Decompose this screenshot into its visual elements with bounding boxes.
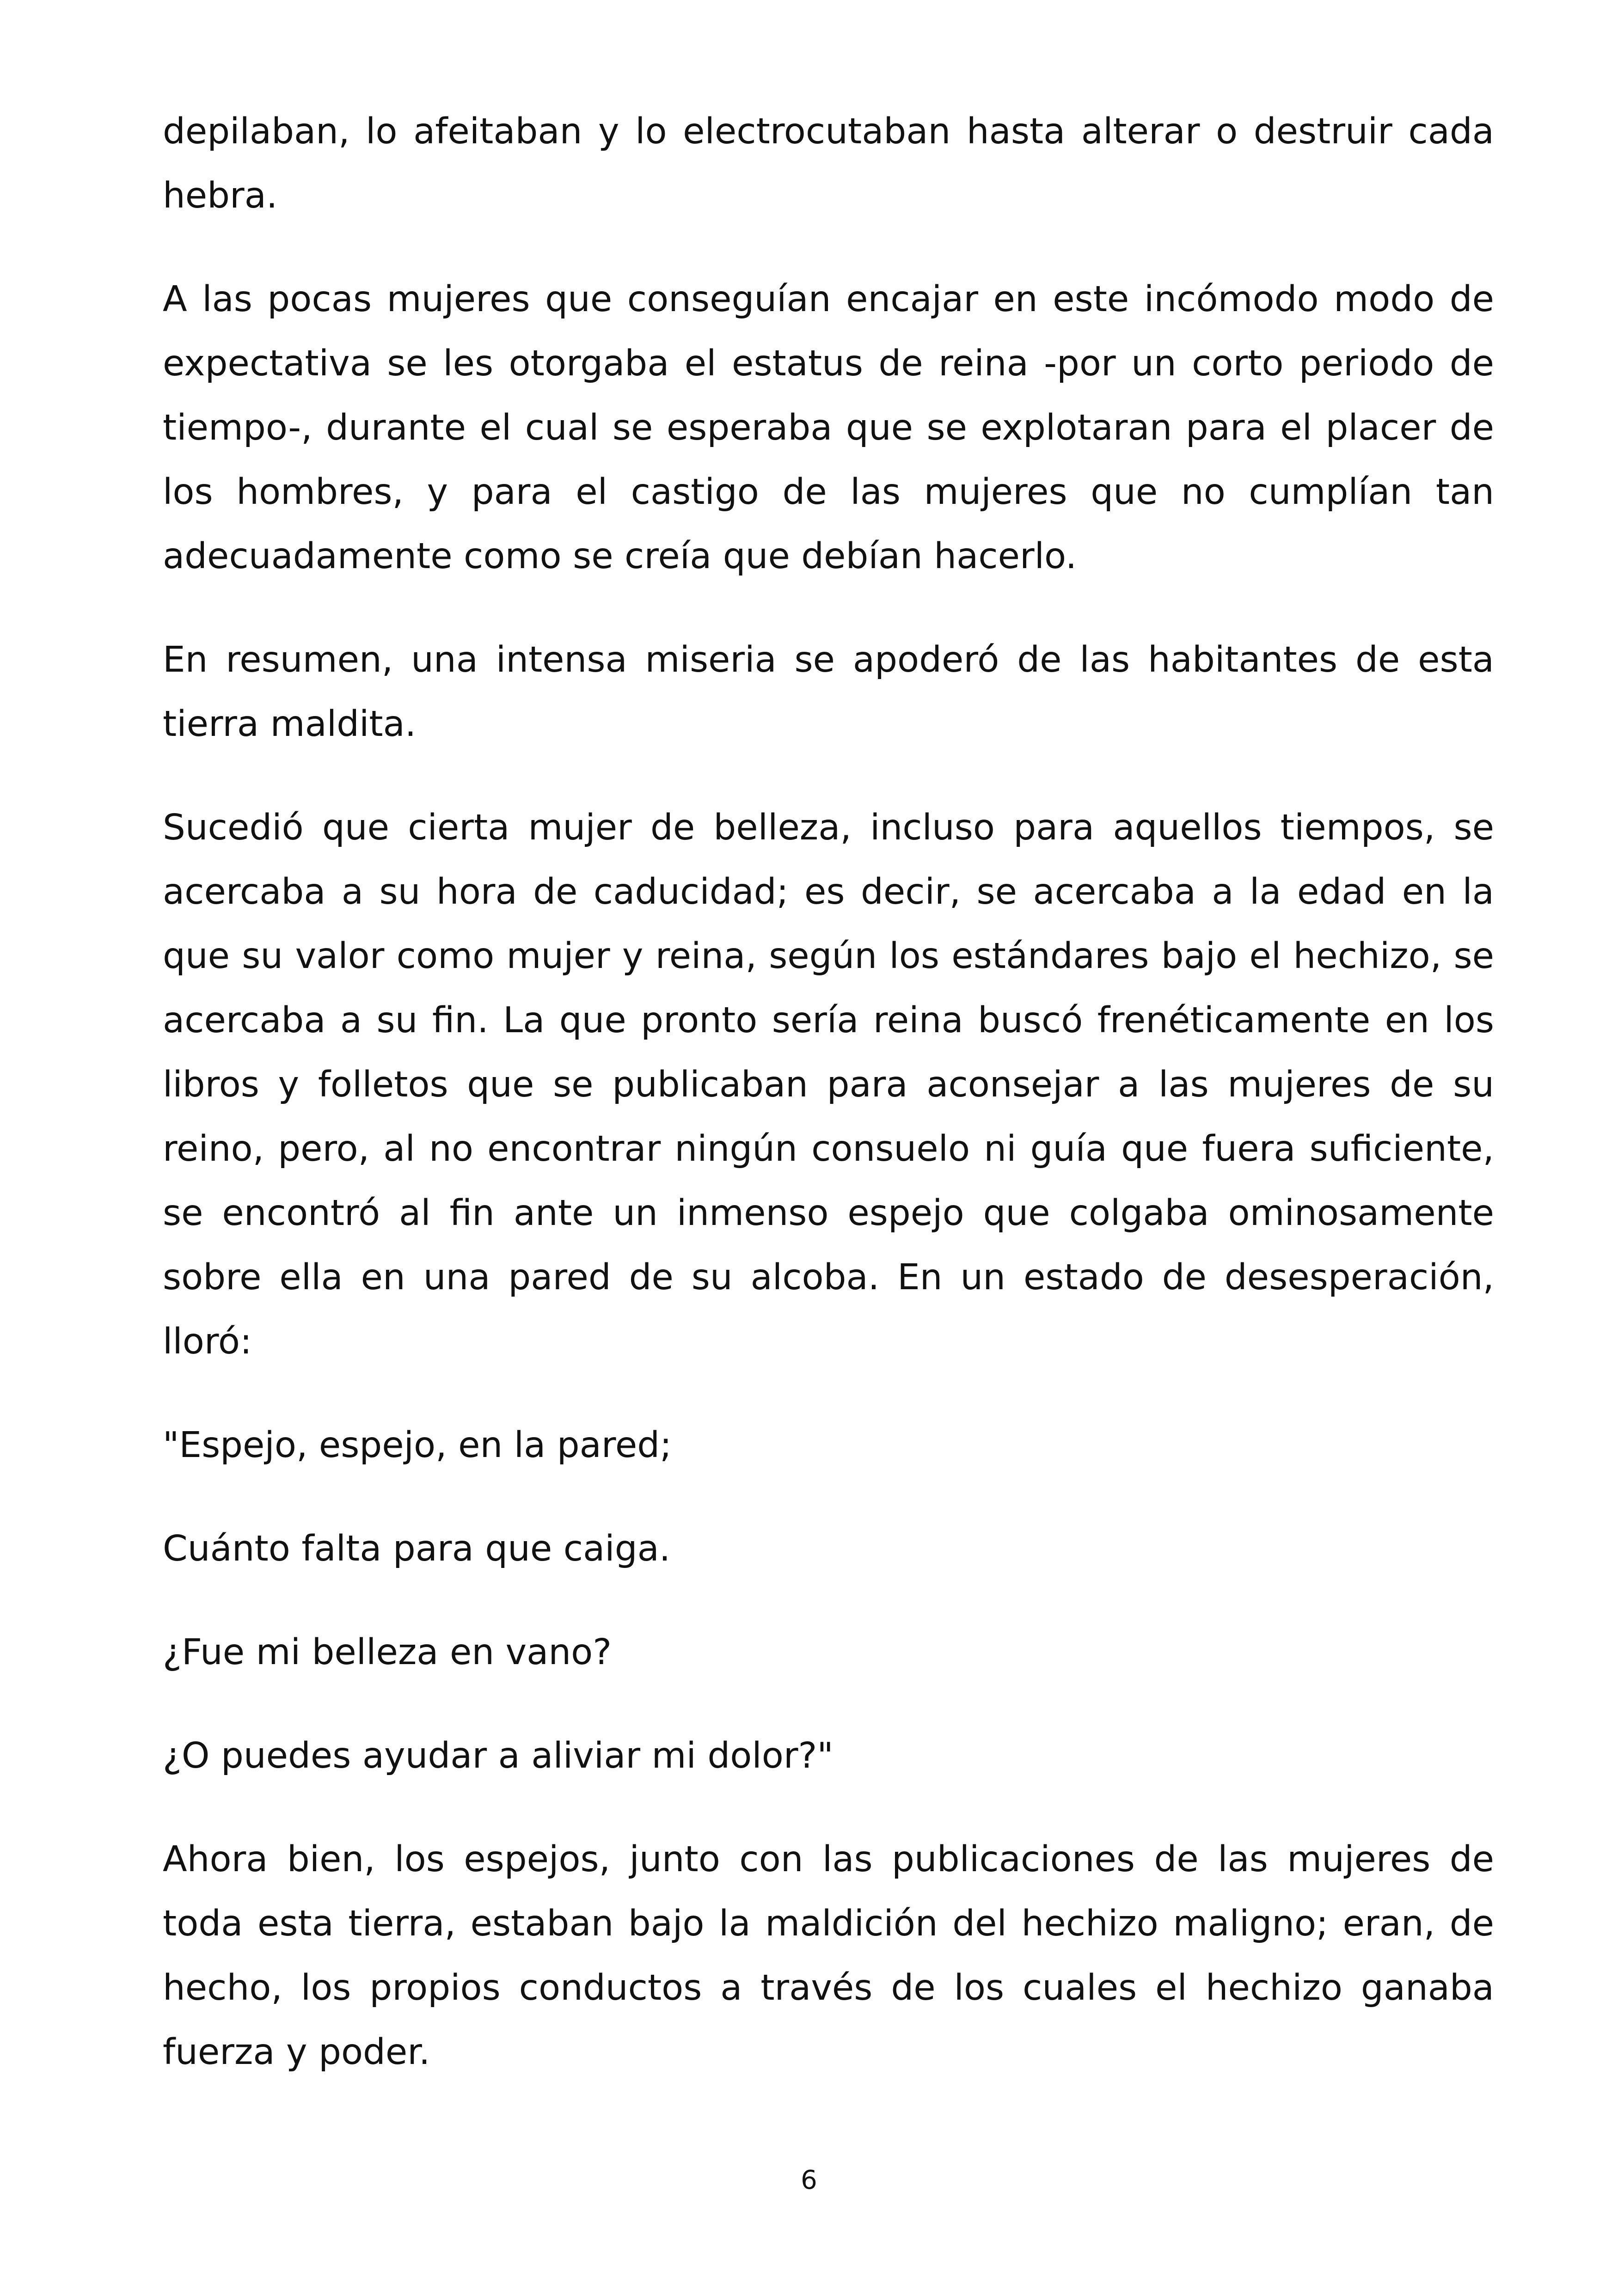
verse-line-4: ¿O puedes ayudar a aliviar mi dolor?" <box>163 1735 834 1776</box>
paragraph-5: Ahora bien, los espejos, junto con las publicaciones de las mujeres de toda esta tierra, estaban bajo la maldición del hechizo maligno; eran, de hecho, los propios conductos a través de los cuales el hechizo ganaba fuerza y poder. <box>163 1839 1494 2073</box>
paragraph-2: A las pocas mujeres que conseguían encajar en este incómodo modo de expectativa se les otorgaba el estatus de reina -por un corto periodo de tiempo-, durante el cual se esperaba que se explotaran para el placer de los hombres, y para el castigo de las mujeres que no cumplían tan adecuadamente como se creía que debían hacerlo. <box>163 279 1494 577</box>
paragraph-4: Sucedió que cierta mujer de belleza, incluso para aquellos tiempos, se acercaba a su hora de caducidad; es decir, se acercaba a la edad en la que su valor como mujer y reina, según los estándares bajo el hechizo, se acercaba a su fin. La que pronto sería reina buscó frenéticamente en los libros y folletos que se publicaban para aconsejar a las mujeres de su reino, pero, al no encontrar ningún consuelo ni guía que fuera suficiente, se encontró al fin ante un inmenso espejo que colgaba ominosamente sobre ella en una pared de su alcoba. En un estado de desesperación, lloró: <box>163 807 1494 1362</box>
verse-line-3: ¿Fue mi belleza en vano? <box>163 1632 612 1673</box>
verse-line-1: "Espejo, espejo, en la pared; <box>163 1425 672 1466</box>
paragraph-3: En resumen, una intensa miseria se apoderó de las habitantes de esta tierra maldita. <box>163 639 1494 745</box>
paragraph-1: depilaban, lo afeitaban y lo electrocutaban hasta alterar o destruir cada hebra. <box>163 111 1494 216</box>
verse-line-2: Cuánto falta para que caiga. <box>163 1528 671 1569</box>
body-text <box>163 99 1494 2124</box>
page-number: 6 <box>801 2165 817 2195</box>
